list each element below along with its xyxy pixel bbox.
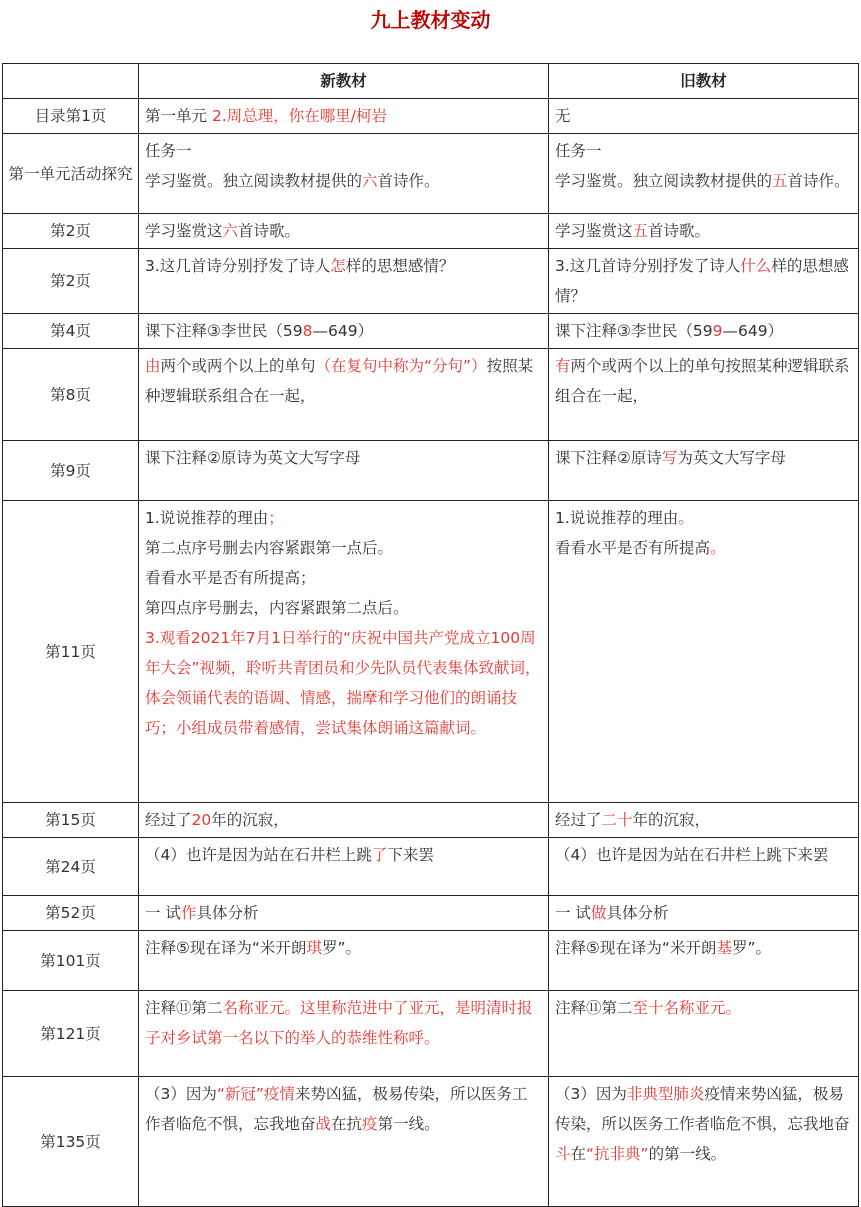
text-segment: 看看水平是否有所提高； <box>145 569 316 587</box>
new-textbook-cell <box>139 896 549 931</box>
row-page-label: 第135页 <box>3 1077 139 1207</box>
text-segment: 首诗歌。 <box>238 222 301 240</box>
cell-line <box>145 216 542 246</box>
old-textbook-cell <box>549 896 859 931</box>
text-segment: （4）也许是因为站在石井栏上跳下来罢 <box>555 846 829 864</box>
text-segment: 第四点序号删去，内容紧跟第二点后。 <box>145 599 409 617</box>
changed-text: 五 <box>632 222 649 240</box>
header-page <box>3 64 139 99</box>
old-textbook-cell <box>549 803 859 838</box>
changed-text: 二十 <box>601 811 633 829</box>
text-segment: 按照某种逻辑联系组合在一起， <box>145 357 534 405</box>
cell-line <box>555 101 852 131</box>
text-segment: 经过了 <box>555 811 602 829</box>
text-segment: 1.说说推荐的理由 <box>555 509 679 527</box>
table-row <box>3 501 859 803</box>
text-segment: 注释⑤现在译为“米开朗 <box>145 939 307 957</box>
changed-text: 六 <box>362 172 378 190</box>
text-segment: 无 <box>555 107 571 125</box>
changed-text: 什么 <box>740 257 772 275</box>
cell-line <box>145 840 542 870</box>
row-page-label: 第2页 <box>3 214 139 249</box>
new-textbook-cell <box>139 991 549 1077</box>
text-segment: 具体分析 <box>606 904 669 922</box>
changed-text: 由 <box>145 357 161 375</box>
text-segment: 年的沉寂， <box>211 811 289 829</box>
text-segment: 1.说说推荐的理由 <box>145 509 269 527</box>
text-segment: 学习鉴赏这 <box>145 222 223 240</box>
table-row <box>3 838 859 896</box>
row-page-label: 第2页 <box>3 249 139 314</box>
text-segment: 样的思想感情？ <box>555 257 849 305</box>
cell-line <box>145 993 542 1053</box>
changed-text: 至十名称亚元。 <box>632 999 742 1017</box>
text-segment: 任务一 <box>145 142 192 160</box>
cell-line <box>555 1079 852 1169</box>
text-segment: 两个或两个以上的单句 <box>160 357 316 375</box>
cell-line <box>145 101 542 131</box>
text-segment: 任务一 <box>555 142 602 160</box>
text-segment: —649） <box>722 322 784 340</box>
text-segment: 一 试 <box>555 904 591 922</box>
old-textbook-cell <box>549 501 859 803</box>
cell-line <box>555 533 852 563</box>
row-page-label: 第11页 <box>3 501 139 803</box>
table-row <box>3 931 859 991</box>
changed-text: 六 <box>222 222 239 240</box>
new-textbook-cell <box>139 803 549 838</box>
text-segment: （3）因为 <box>145 1085 217 1103</box>
cell-line <box>555 993 852 1023</box>
text-segment: 3.这几首诗分别抒发了诗人 <box>145 257 331 275</box>
changed-text: “抗非典” <box>586 1145 649 1163</box>
row-page-label: 第9页 <box>3 441 139 501</box>
old-textbook-cell <box>549 314 859 349</box>
cell-line <box>145 593 542 623</box>
changed-text: 怎 <box>330 257 346 275</box>
text-segment: 注释⑪第二 <box>145 999 223 1017</box>
changed-text: 非典型肺炎 <box>626 1085 705 1103</box>
text-segment: 课下注释②原诗 <box>555 449 662 467</box>
table-row <box>3 314 859 349</box>
text-segment: 学习鉴赏。独立阅读教材提供的 <box>555 172 773 190</box>
table-row <box>3 896 859 931</box>
row-page-label: 第24页 <box>3 838 139 896</box>
text-segment: 课下注释③李世民（59 <box>145 322 303 340</box>
cell-line <box>555 805 852 835</box>
text-segment: —649） <box>312 322 374 340</box>
changed-text: 2.周总理，你在哪里/柯岩 <box>211 107 387 125</box>
old-textbook-cell <box>549 931 859 991</box>
header-new-textbook: 新教材 <box>139 64 549 99</box>
row-page-label: 第4页 <box>3 314 139 349</box>
text-segment: 的第一线。 <box>648 1145 727 1163</box>
changed-text: 。 <box>710 539 726 557</box>
changed-text: 战 <box>315 1115 332 1133</box>
cell-line <box>145 351 542 411</box>
new-textbook-cell <box>139 314 549 349</box>
changed-text: 20 <box>191 811 212 829</box>
old-textbook-cell <box>549 838 859 896</box>
text-segment: 在抗 <box>331 1115 363 1133</box>
new-textbook-cell <box>139 214 549 249</box>
text-segment: 3.这几首诗分别抒发了诗人 <box>555 257 741 275</box>
cell-line <box>145 805 542 835</box>
new-textbook-cell <box>139 1077 549 1207</box>
new-textbook-cell <box>139 134 549 214</box>
new-textbook-cell <box>139 99 549 134</box>
old-textbook-cell <box>549 991 859 1077</box>
cell-line <box>555 351 852 411</box>
changed-text: 基 <box>716 939 732 957</box>
changed-text: 五 <box>772 172 788 190</box>
text-segment: （3）因为 <box>555 1085 627 1103</box>
row-page-label: 第121页 <box>3 991 139 1077</box>
changed-text: 8 <box>302 322 313 340</box>
row-page-label: 第15页 <box>3 803 139 838</box>
changed-text: 疫 <box>362 1115 378 1133</box>
cell-line <box>145 623 542 743</box>
page-title: 九上教材变动 <box>370 8 491 32</box>
text-segment: 学习鉴赏这 <box>555 222 633 240</box>
text-segment: 课下注释③李世民（59 <box>555 322 713 340</box>
cell-line <box>555 933 852 963</box>
text-segment: 为英文大写字母 <box>677 449 786 467</box>
text-segment: 第二点序号删去内容紧跟第一点后。 <box>145 539 394 557</box>
table-row <box>3 249 859 314</box>
new-textbook-cell <box>139 349 549 441</box>
text-segment: 首诗作。 <box>787 172 850 190</box>
table-row <box>3 803 859 838</box>
text-segment: 注释⑪第二 <box>555 999 633 1017</box>
table-row <box>3 1077 859 1207</box>
row-page-label: 目录第1页 <box>3 99 139 134</box>
cell-line <box>145 136 542 166</box>
text-segment: 注释⑤现在译为“米开朗 <box>555 939 717 957</box>
text-segment: 学习鉴赏。独立阅读教材提供的 <box>145 172 363 190</box>
changed-text: 了 <box>371 846 388 864</box>
text-segment: 一 试 <box>145 904 181 922</box>
cell-line <box>555 898 852 928</box>
cell-line <box>555 166 852 196</box>
row-page-label: 第52页 <box>3 896 139 931</box>
table-row <box>3 99 859 134</box>
old-textbook-cell <box>549 134 859 214</box>
new-textbook-cell <box>139 501 549 803</box>
changed-text: 写 <box>661 449 678 467</box>
text-segment: 首诗作。 <box>377 172 440 190</box>
row-page-label: 第101页 <box>3 931 139 991</box>
table-row <box>3 991 859 1077</box>
cell-line <box>555 503 852 533</box>
new-textbook-cell <box>139 249 549 314</box>
old-textbook-cell <box>549 99 859 134</box>
table-row <box>3 441 859 501</box>
changed-text: 有 <box>555 357 571 375</box>
text-segment: 看看水平是否有所提高 <box>555 539 711 557</box>
text-segment: 具体分析 <box>196 904 259 922</box>
cell-line <box>145 898 542 928</box>
changed-text: 作 <box>180 904 197 922</box>
cell-line <box>145 443 542 473</box>
text-segment: 在 <box>570 1145 587 1163</box>
cell-line <box>555 316 852 346</box>
table-row <box>3 134 859 214</box>
changed-text: 3.观看2021年7月1日举行的“庆祝中国共产党成立100周年大会”视频，聆听共青团员和少先队员代表集体致献词，体会领诵代表的语调、情感，揣摩和学习他们的朗诵技巧；小组成员带着感情，尝试集体朗诵这篇献词。 <box>145 629 541 737</box>
cell-line <box>145 1079 542 1139</box>
cell-line <box>145 166 542 196</box>
new-textbook-cell <box>139 931 549 991</box>
cell-line <box>555 443 852 473</box>
old-textbook-cell <box>549 214 859 249</box>
changed-text: 做 <box>590 904 607 922</box>
comparison-table <box>2 63 859 1207</box>
cell-line <box>555 251 852 311</box>
header-old-textbook: 旧教材 <box>549 64 859 99</box>
old-textbook-cell <box>549 1077 859 1207</box>
text-segment: 疫情来势凶猛，极易传染，所以医务工作者临危不惧，忘我地奋 <box>555 1085 850 1133</box>
cell-line <box>555 216 852 246</box>
row-page-label: 第一单元活动探究 <box>3 134 139 214</box>
cell-line <box>145 563 542 593</box>
changed-text: 琪 <box>306 939 322 957</box>
text-segment: 下来罢 <box>387 846 434 864</box>
row-page-label: 第8页 <box>3 349 139 441</box>
cell-line <box>145 533 542 563</box>
text-segment: 第一单元 <box>145 107 212 125</box>
text-segment: 年的沉寂， <box>632 811 711 829</box>
changed-text: “新冠”疫情 <box>216 1085 295 1103</box>
text-segment: 罗”。 <box>731 939 771 957</box>
cell-line <box>145 316 542 346</box>
cell-line <box>145 503 542 533</box>
old-textbook-cell <box>549 441 859 501</box>
text-segment: 第一线。 <box>377 1115 440 1133</box>
new-textbook-cell <box>139 838 549 896</box>
old-textbook-cell <box>549 249 859 314</box>
table-row <box>3 214 859 249</box>
cell-line <box>145 251 542 281</box>
table-row <box>3 349 859 441</box>
cell-line <box>145 933 542 963</box>
text-segment: 样的思想感情？ <box>345 257 455 275</box>
changed-text: 。 <box>678 509 694 527</box>
new-textbook-cell <box>139 441 549 501</box>
text-segment: 两个或两个以上的单句按照某种逻辑联系组合在一起， <box>555 357 850 405</box>
old-textbook-cell <box>549 349 859 441</box>
changed-text: 9 <box>712 322 723 340</box>
changed-text: 名称亚元。这里称范进中了亚元，是明清时报子对乡试第一名以下的举人的恭维性称呼。 <box>145 999 533 1047</box>
text-segment: 经过了 <box>145 811 192 829</box>
changed-text: ； <box>268 509 284 527</box>
changed-text: （在复句中称为“分句”） <box>315 357 487 375</box>
text-segment: 课下注释②原诗为英文大写字母 <box>145 449 361 467</box>
cell-line <box>555 840 852 870</box>
changed-text: 斗 <box>555 1145 571 1163</box>
text-segment: 首诗歌。 <box>648 222 711 240</box>
cell-line <box>555 136 852 166</box>
text-segment: （4）也许是因为站在石井栏上跳 <box>145 846 372 864</box>
text-segment: 罗”。 <box>321 939 361 957</box>
table-header-row <box>3 64 859 99</box>
text-segment: 来势凶猛，极易传染，所以医务工作者临危不惧，忘我地奋 <box>145 1085 528 1133</box>
